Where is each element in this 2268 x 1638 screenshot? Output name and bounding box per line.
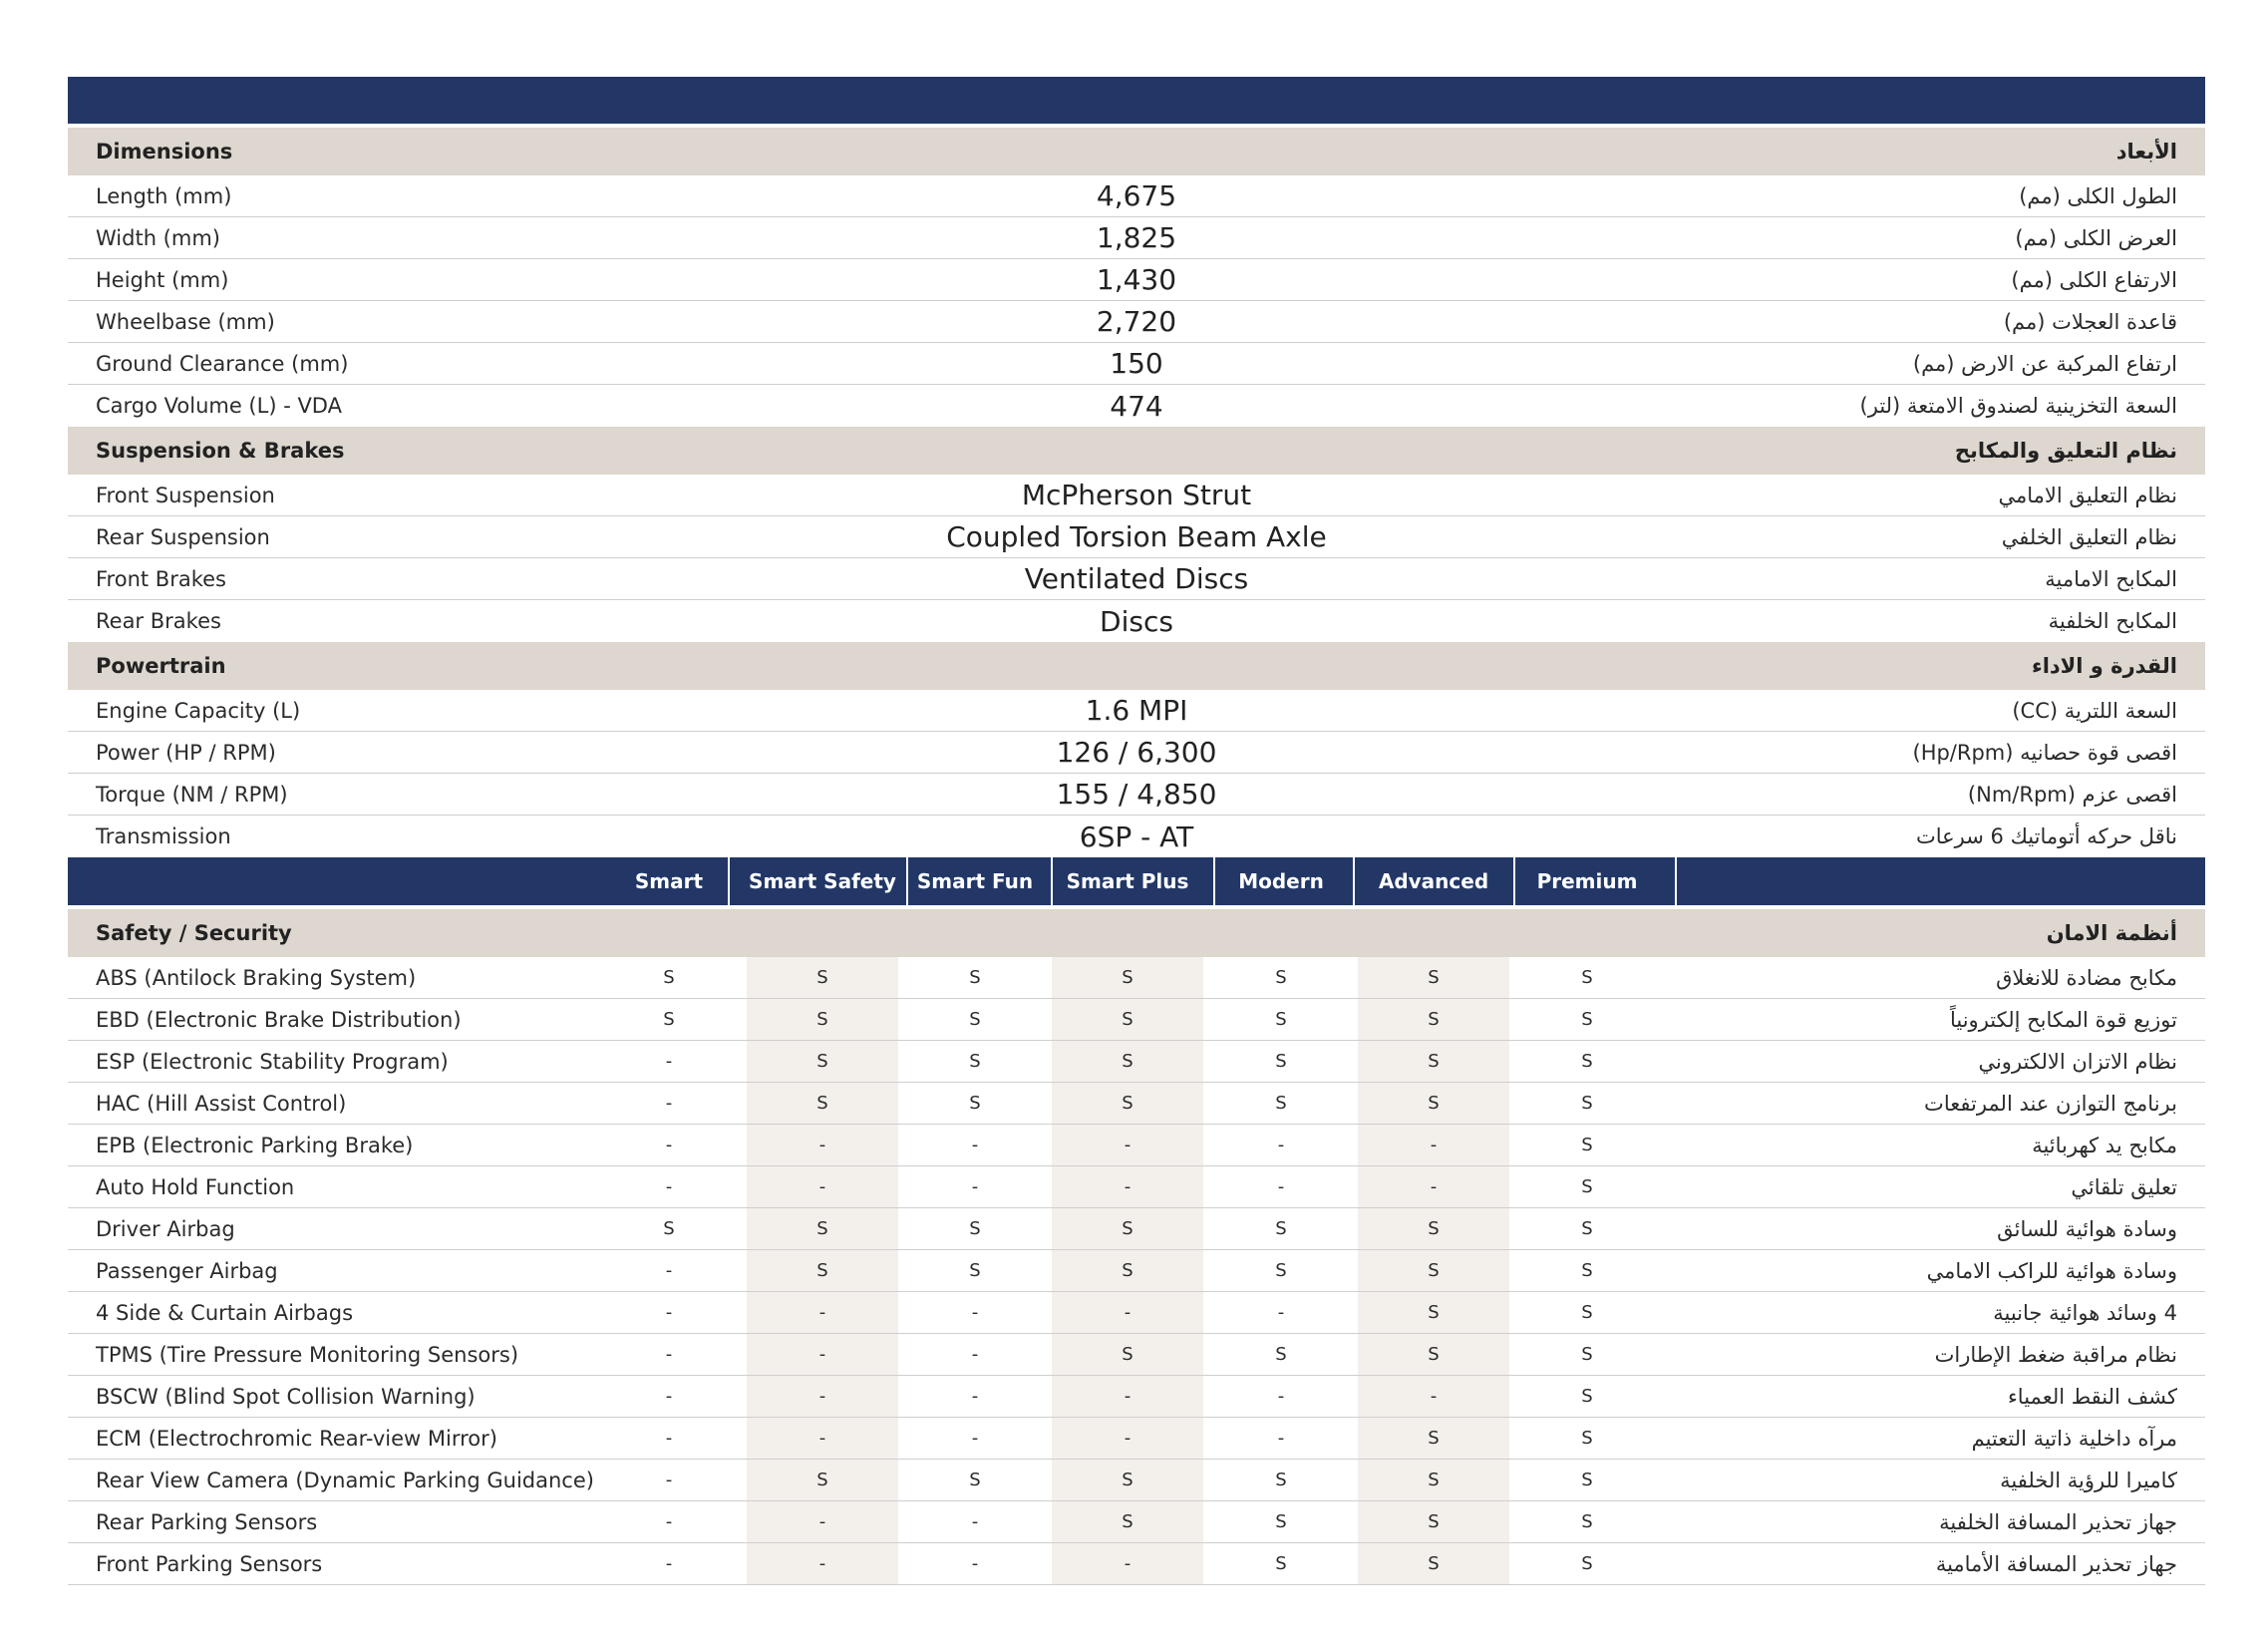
trim-column-header: Smart Fun [916, 869, 1034, 893]
feature-availability: S [1122, 1218, 1134, 1239]
feature-availability: - [665, 1302, 673, 1323]
feature-availability: S [1581, 1302, 1593, 1323]
feature-availability: S [969, 967, 981, 988]
spec-row [68, 774, 2205, 816]
feature-label-en: EPB (Electronic Parking Brake) [96, 1134, 414, 1157]
spec-value: McPherson Strut [1021, 479, 1252, 511]
spec-value: 2,720 [1096, 305, 1177, 338]
section-title-en: Powertrain [96, 654, 226, 678]
trim-column-header: Smart Plus [1066, 869, 1189, 893]
spec-row [68, 343, 2205, 385]
feature-availability: S [1428, 967, 1440, 988]
feature-row [68, 1543, 2205, 1585]
spec-value: 1,430 [1096, 263, 1177, 296]
feature-availability: - [971, 1386, 979, 1407]
feature-availability: S [1581, 1009, 1593, 1030]
spec-label-en: Transmission [96, 824, 231, 848]
feature-row [68, 1292, 2205, 1334]
spec-row [68, 385, 2205, 427]
spec-row [68, 475, 2205, 516]
feature-availability: - [1430, 1135, 1438, 1155]
feature-availability: S [1581, 1470, 1593, 1490]
feature-availability: - [1430, 1386, 1438, 1407]
feature-availability: S [1581, 1553, 1593, 1574]
feature-availability: S [969, 1470, 981, 1490]
section-head-safety [68, 909, 2205, 957]
section-title-ar: الأبعاد [2115, 140, 2177, 164]
spec-row [68, 259, 2205, 301]
feature-label-en: Driver Airbag [96, 1217, 235, 1241]
feature-availability: - [665, 1260, 673, 1281]
spec-row [68, 558, 2205, 600]
feature-availability: - [1277, 1428, 1285, 1449]
feature-row [68, 1334, 2205, 1376]
feature-availability: S [1275, 1218, 1287, 1239]
feature-availability: S [1275, 1009, 1287, 1030]
spec-row [68, 600, 2205, 642]
column-divider [1051, 857, 1053, 905]
column-divider [1513, 857, 1515, 905]
column-divider [906, 857, 908, 905]
feature-availability: S [1581, 1051, 1593, 1072]
spec-label-en: Wheelbase (mm) [96, 309, 275, 334]
feature-availability: - [818, 1511, 826, 1532]
feature-availability: - [818, 1135, 826, 1155]
column-divider [1213, 857, 1215, 905]
section-title-ar: القدرة و الاداء [2031, 654, 2177, 678]
feature-availability: - [1124, 1135, 1132, 1155]
feature-availability: S [816, 1470, 828, 1490]
feature-availability: S [969, 1260, 981, 1281]
feature-availability: S [1275, 1470, 1287, 1490]
feature-availability: S [1428, 1428, 1440, 1449]
feature-availability: S [1428, 1511, 1440, 1532]
feature-availability: S [1428, 1260, 1440, 1281]
feature-availability: - [1430, 1176, 1438, 1197]
feature-row [68, 1166, 2205, 1208]
section-title-en: Suspension & Brakes [96, 439, 345, 463]
feature-row [68, 1208, 2205, 1250]
feature-availability: - [665, 1093, 673, 1114]
safety-table [68, 957, 2205, 1585]
feature-availability: S [1122, 1009, 1134, 1030]
feature-availability: - [818, 1344, 826, 1365]
feature-availability: - [665, 1344, 673, 1365]
feature-row [68, 1125, 2205, 1166]
feature-row [68, 1083, 2205, 1125]
spec-label-en: Front Brakes [96, 566, 226, 591]
feature-label-en: ESP (Electronic Stability Program) [96, 1050, 449, 1074]
spec-row [68, 217, 2205, 259]
feature-availability: S [969, 1093, 981, 1114]
feature-availability: S [1122, 1051, 1134, 1072]
spec-row [68, 516, 2205, 558]
spec-label-en: Cargo Volume (L) - VDA [96, 394, 342, 418]
feature-label-ar: تعليق تلقائي [2071, 1175, 2177, 1199]
feature-availability: - [665, 1428, 673, 1449]
spec-label-en: Ground Clearance (mm) [96, 351, 349, 376]
spec-label-ar: السعة التخزينية لصندوق الامتعة (لتر) [1859, 394, 2177, 418]
feature-availability: S [816, 1260, 828, 1281]
feature-availability: S [1428, 1051, 1440, 1072]
top-banner [68, 77, 2205, 124]
feature-availability: S [1275, 1553, 1287, 1574]
feature-row [68, 1376, 2205, 1418]
feature-label-en: ABS (Antilock Braking System) [96, 966, 417, 990]
feature-availability: S [663, 1009, 675, 1030]
feature-label-en: HAC (Hill Assist Control) [96, 1092, 347, 1116]
spec-label-ar: نظام التعليق الخلفي [2001, 524, 2177, 549]
feature-label-en: Auto Hold Function [96, 1175, 295, 1199]
feature-label-en: Rear View Camera (Dynamic Parking Guidance) [96, 1469, 594, 1492]
spec-value: Ventilated Discs [1024, 562, 1249, 595]
feature-availability: - [665, 1135, 673, 1155]
spec-label-en: Width (mm) [96, 225, 220, 250]
trim-header [68, 857, 2205, 905]
feature-availability: S [1122, 1260, 1134, 1281]
feature-availability: S [1581, 1511, 1593, 1532]
feature-availability: - [818, 1386, 826, 1407]
feature-availability: - [665, 1470, 673, 1490]
feature-availability: - [971, 1511, 979, 1532]
feature-availability: - [971, 1176, 979, 1197]
column-divider [728, 857, 730, 905]
feature-availability: - [1277, 1386, 1285, 1407]
feature-row [68, 1250, 2205, 1292]
spec-label-en: Engine Capacity (L) [96, 698, 301, 723]
feature-availability: S [1428, 1470, 1440, 1490]
spec-value: 474 [1110, 389, 1163, 423]
feature-availability: - [665, 1051, 673, 1072]
feature-label-ar: وسادة هوائية للراكب الامامي [1926, 1259, 2177, 1283]
spec-label-en: Front Suspension [96, 483, 275, 507]
feature-row [68, 1501, 2205, 1543]
feature-availability: - [665, 1553, 673, 1574]
feature-label-ar: نظام الاتزان الالكتروني [1978, 1050, 2177, 1074]
feature-availability: - [1277, 1135, 1285, 1155]
spec-value: 126 / 6,300 [1056, 736, 1217, 769]
feature-availability: - [1124, 1302, 1132, 1323]
spec-label-ar: نظام التعليق الامامي [1998, 483, 2177, 507]
feature-availability: S [1122, 1093, 1134, 1114]
feature-label-ar: كاميرا للرؤية الخلفية [2000, 1469, 2177, 1492]
trim-column-header: Modern [1238, 869, 1324, 893]
feature-availability: - [818, 1302, 826, 1323]
feature-availability: - [971, 1553, 979, 1574]
feature-label-en: Passenger Airbag [96, 1259, 278, 1283]
feature-availability: S [1428, 1218, 1440, 1239]
feature-label-en: Front Parking Sensors [96, 1552, 323, 1576]
feature-label-en: 4 Side & Curtain Airbags [96, 1301, 354, 1325]
feature-availability: - [818, 1176, 826, 1197]
feature-label-ar: 4 وسائد هوائية جانبية [1993, 1301, 2177, 1325]
spec-value: 6SP - AT [1079, 819, 1194, 853]
feature-availability: S [1122, 1511, 1134, 1532]
feature-label-ar: جهاز تحذير المسافة الخلفية [1939, 1510, 2177, 1534]
feature-availability: S [1428, 1553, 1440, 1574]
spec-label-en: Height (mm) [96, 267, 229, 292]
feature-availability: S [1275, 967, 1287, 988]
feature-availability: - [971, 1135, 979, 1155]
feature-label-en: ECM (Electrochromic Rear-view Mirror) [96, 1427, 497, 1451]
section-head [68, 642, 2205, 690]
spec-row [68, 732, 2205, 774]
feature-availability: - [1277, 1302, 1285, 1323]
feature-availability: S [1581, 1176, 1593, 1197]
spec-value: 155 / 4,850 [1056, 778, 1217, 811]
feature-availability: S [816, 1093, 828, 1114]
feature-availability: S [816, 967, 828, 988]
section-title-ar: أنظمة الامان [2046, 921, 2177, 945]
feature-availability: S [1275, 1260, 1287, 1281]
feature-availability: S [1428, 1302, 1440, 1323]
spec-label-ar: اقصى قوة حصانيه (Hp/Rpm) [1912, 740, 2177, 765]
feature-availability: S [1581, 1218, 1593, 1239]
feature-label-ar: وسادة هوائية للسائق [1997, 1217, 2177, 1241]
feature-availability: S [663, 1218, 675, 1239]
spec-label-ar: قاعدة العجلات (مم) [2003, 309, 2177, 334]
spec-sections [68, 128, 2205, 857]
feature-row [68, 1460, 2205, 1501]
feature-label-ar: توزيع قوة المكابح إلكترونياً [1949, 1008, 2177, 1032]
feature-availability: - [971, 1344, 979, 1365]
feature-label-en: EBD (Electronic Brake Distribution) [96, 1008, 462, 1032]
feature-availability: S [1581, 1093, 1593, 1114]
feature-availability: S [1275, 1344, 1287, 1365]
spec-row [68, 301, 2205, 343]
feature-availability: - [971, 1302, 979, 1323]
feature-label-en: TPMS (Tire Pressure Monitoring Sensors) [96, 1343, 519, 1367]
feature-availability: - [665, 1386, 673, 1407]
feature-availability: S [663, 967, 675, 988]
spec-label-ar: المكابح الامامية [2045, 566, 2177, 591]
feature-availability: - [971, 1428, 979, 1449]
spec-label-en: Rear Brakes [96, 609, 221, 633]
spec-value: Coupled Torsion Beam Axle [946, 520, 1327, 553]
feature-availability: S [1122, 967, 1134, 988]
feature-availability: S [816, 1051, 828, 1072]
section-title-en: Dimensions [96, 140, 233, 164]
spec-label-ar: الطول الكلى (مم) [2019, 183, 2177, 208]
spec-row [68, 816, 2205, 857]
feature-label-en: Rear Parking Sensors [96, 1510, 318, 1534]
feature-availability: S [969, 1051, 981, 1072]
feature-availability: S [1581, 1386, 1593, 1407]
spec-label-ar: المكابح الخلفية [2048, 609, 2177, 633]
spec-label-ar: السعة اللترية (CC) [2012, 698, 2177, 723]
feature-label-ar: جهاز تحذير المسافة الأمامية [1935, 1552, 2177, 1576]
feature-label-ar: برنامج التوازن عند المرتفعات [1924, 1092, 2177, 1116]
column-divider [1675, 857, 1677, 905]
feature-availability: - [1124, 1428, 1132, 1449]
spec-label-ar: الارتفاع الكلى (مم) [2011, 267, 2177, 292]
feature-availability: S [1275, 1093, 1287, 1114]
feature-availability: S [816, 1009, 828, 1030]
feature-availability: - [665, 1511, 673, 1532]
feature-availability: S [1581, 1135, 1593, 1155]
spec-value: 1.6 MPI [1085, 694, 1188, 727]
trim-column-header: Smart [634, 869, 704, 893]
feature-availability: - [1124, 1553, 1132, 1574]
feature-availability: S [1581, 1428, 1593, 1449]
spec-label-ar: اقصى عزم (Nm/Rpm) [1967, 782, 2177, 807]
feature-row [68, 957, 2205, 999]
section-title-ar: نظام التعليق والمكابح [1954, 439, 2177, 463]
spec-label-ar: ارتفاع المركبة عن الارض (مم) [1912, 351, 2177, 376]
spec-row [68, 690, 2205, 732]
feature-label-ar: مكابح يد كهربائية [2032, 1134, 2177, 1157]
feature-availability: S [1581, 967, 1593, 988]
feature-label-en: BSCW (Blind Spot Collision Warning) [96, 1385, 476, 1409]
trim-column-header: Smart Safety [749, 869, 896, 893]
spec-label-en: Torque (NM / RPM) [96, 782, 288, 807]
column-divider [1353, 857, 1355, 905]
feature-label-ar: نظام مراقبة ضغط الإطارات [1934, 1343, 2177, 1367]
spec-value: Discs [1100, 604, 1173, 638]
feature-availability: S [1581, 1344, 1593, 1365]
feature-row [68, 1418, 2205, 1460]
spec-row [68, 175, 2205, 217]
spec-label-en: Rear Suspension [96, 524, 270, 549]
feature-availability: - [1124, 1386, 1132, 1407]
section-head [68, 128, 2205, 175]
trim-column-header: Premium [1536, 869, 1638, 893]
feature-availability: S [1122, 1470, 1134, 1490]
feature-label-ar: مكابح مضادة للانغلاق [1996, 966, 2177, 990]
feature-label-ar: كشف النقط العمياء [2007, 1385, 2177, 1409]
feature-availability: S [1428, 1093, 1440, 1114]
feature-availability: S [1428, 1344, 1440, 1365]
feature-availability: S [1428, 1009, 1440, 1030]
feature-row [68, 999, 2205, 1041]
feature-availability: - [1124, 1176, 1132, 1197]
trim-column-header: Advanced [1378, 869, 1489, 893]
feature-availability: S [816, 1218, 828, 1239]
feature-row [68, 1041, 2205, 1083]
feature-availability: S [1275, 1511, 1287, 1532]
spec-value: 150 [1110, 347, 1163, 380]
feature-availability: - [818, 1553, 826, 1574]
spec-label-ar: ناقل حركه أتوماتيك 6 سرعات [1915, 824, 2177, 848]
feature-availability: S [969, 1009, 981, 1030]
feature-availability: - [665, 1176, 673, 1197]
feature-availability: S [969, 1218, 981, 1239]
feature-availability: S [1581, 1260, 1593, 1281]
feature-availability: S [1275, 1051, 1287, 1072]
spec-label-en: Length (mm) [96, 183, 232, 208]
spec-value: 1,825 [1096, 221, 1177, 254]
spec-sheet [68, 77, 2205, 1585]
spec-value: 4,675 [1096, 179, 1177, 212]
feature-availability: - [818, 1428, 826, 1449]
feature-label-ar: مرآه داخلية ذاتية التعتيم [1971, 1427, 2177, 1451]
feature-availability: S [1122, 1344, 1134, 1365]
section-head [68, 427, 2205, 475]
feature-availability: - [1277, 1176, 1285, 1197]
section-title-en: Safety / Security [96, 921, 292, 945]
spec-label-ar: العرض الكلى (مم) [2015, 225, 2177, 250]
spec-label-en: Power (HP / RPM) [96, 740, 276, 765]
